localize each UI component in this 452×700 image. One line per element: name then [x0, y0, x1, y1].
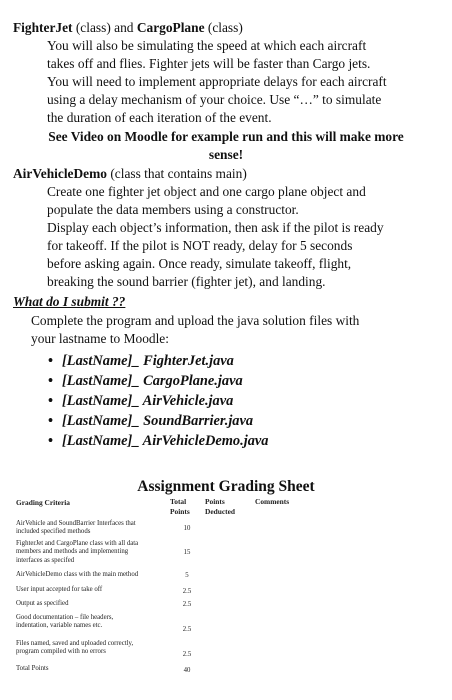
video-note-line-1: See Video on Moodle for example run and this will make more	[48, 129, 404, 144]
demo-line-4: for takeoff. If the pilot is NOT ready, delay for 5 seconds	[47, 238, 353, 253]
header-comments: Comments	[255, 497, 290, 506]
demo-heading	[13, 166, 247, 182]
demo-line-2: populate the data members using a constructor.	[47, 202, 299, 217]
fighterjet-class-name: FighterJet	[13, 20, 73, 35]
points-total: 40	[183, 667, 191, 674]
header-points-line-1: Points	[205, 497, 225, 506]
file-item-cargoplane: • [LastName]_ CargoPlane.java	[48, 371, 269, 391]
grading-row-demo-main	[16, 571, 138, 579]
fighter-line-2: takes off and flies. Fighter jets will be faster than Cargo jets.	[47, 56, 371, 71]
header-points-line-2: Deducted	[205, 507, 235, 516]
file-item-soundbarrier: • [LastName]_ SoundBarrier.java	[48, 411, 269, 431]
fighter-cargo-heading	[13, 20, 243, 36]
grading-row-user-input	[16, 586, 102, 594]
points-demo-main: 5	[185, 572, 189, 579]
criteria-line: program compiled with no errors	[16, 648, 106, 656]
criteria-line: included specified methods	[16, 528, 91, 536]
video-note-line-2: sense!	[208, 147, 244, 162]
demo-line-1: Create one fighter jet object and one cargo plane object and	[47, 184, 366, 199]
demo-line-6: breaking the sound barrier (fighter jet), and landing.	[47, 274, 326, 289]
heading-connector-1: (class) and	[72, 20, 137, 35]
header-total-line-1: Total	[170, 497, 187, 506]
criteria-line: FighterJet and CargoPlane class with all data	[16, 540, 139, 547]
submit-heading: What do I submit ??	[13, 294, 126, 309]
demo-heading-text: (class that contains main)	[106, 166, 247, 181]
criteria-line: Total Points	[16, 665, 49, 672]
points-interfaces: 10	[183, 525, 191, 532]
points-files: 2.5	[182, 651, 192, 658]
points-documentation: 2.5	[182, 626, 192, 633]
grading-row-classes	[16, 540, 138, 565]
submission-file-list	[48, 351, 269, 451]
grading-sheet-title: Assignment Grading Sheet	[137, 478, 315, 495]
points-user-input: 2.5	[182, 588, 192, 595]
submit-line-1: Complete the program and upload the java solution files with	[31, 313, 360, 328]
criteria-line: Output as specified	[16, 600, 69, 607]
points-output: 2.5	[182, 601, 192, 608]
criteria-line: User input accepted for take off	[16, 586, 103, 593]
grading-row-files	[16, 640, 133, 657]
points-classes: 15	[183, 549, 191, 556]
criteria-line: members and methods and implementing	[16, 548, 129, 556]
criteria-line: interfaces as specifed	[16, 556, 75, 564]
grading-row-documentation	[16, 614, 113, 631]
fighter-line-1: You will also be simulating the speed at which each aircraft	[47, 38, 367, 53]
criteria-line: Good documentation – file headers,	[16, 614, 114, 621]
demo-line-5: before asking again. Once ready, simulate takeoff, flight,	[47, 256, 352, 271]
criteria-line: AirVehicleDemo class with the main method	[16, 571, 139, 578]
grading-row-output	[16, 600, 68, 608]
grading-row-interfaces	[16, 520, 136, 537]
heading-connector-2: (class)	[204, 20, 243, 35]
fighter-line-5: the duration of each iteration of the event.	[47, 110, 272, 125]
cargoplane-class-name: CargoPlane	[136, 20, 205, 35]
fighter-line-3: You will need to implement appropriate delays for each aircraft	[47, 74, 387, 89]
header-total-line-2: Points	[170, 507, 190, 516]
submit-line-2: your lastname to Moodle:	[31, 331, 169, 346]
grading-row-total	[16, 665, 49, 673]
airvehicledemo-class-name: AirVehicleDemo	[13, 166, 107, 181]
fighter-line-4: using a delay mechanism of your choice. Use “…” to simulate	[47, 92, 382, 107]
header-grading-criteria: Grading Criteria	[16, 498, 70, 507]
demo-line-3: Display each object’s information, then ask if the pilot is ready	[47, 220, 384, 235]
criteria-line: AirVehicle and SoundBarrier Interfaces that	[16, 520, 136, 527]
criteria-line: indentation, variable names etc.	[16, 622, 103, 630]
file-item-fighterjet: • [LastName]_ FighterJet.java	[48, 351, 269, 371]
file-item-airvehicledemo: • [LastName]_ AirVehicleDemo.java	[48, 431, 269, 451]
file-item-airvehicle: • [LastName]_ AirVehicle.java	[48, 391, 269, 411]
criteria-line: Files named, saved and uploaded correctly,	[16, 640, 134, 647]
